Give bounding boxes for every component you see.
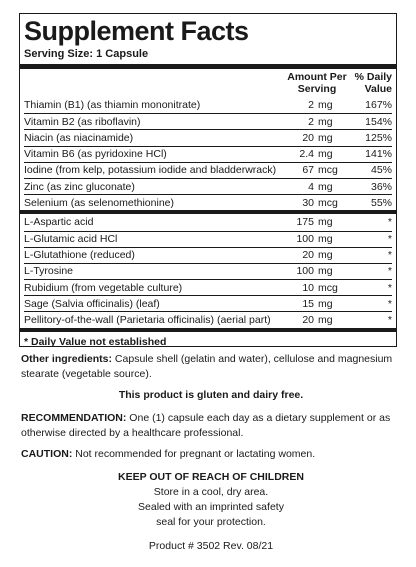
- gluten-free-statement: This product is gluten and dairy free.: [118, 389, 304, 401]
- nutrient-name: L-Tyrosine: [24, 265, 74, 278]
- nutrient-amount: 100: [296, 233, 314, 246]
- nutrient-row: [24, 97, 392, 113]
- caution: [21, 447, 401, 462]
- vitamin-rows: [24, 97, 392, 210]
- nutrient-amount: 10: [302, 281, 314, 294]
- nutrient-amount: 2.4: [299, 148, 314, 161]
- caution-label: CAUTION:: [21, 448, 73, 460]
- nutrient-name: Thiamin (B1) (as thiamin mononitrate): [24, 99, 201, 112]
- nutrient-amount: 20: [302, 131, 314, 144]
- nutrient-amount: 67: [302, 164, 314, 177]
- nutrient-name: Pellitory-of-the-wall (Parietaria officinalis) (aerial part): [24, 314, 271, 327]
- nutrient-amount: 15: [302, 297, 314, 310]
- nutrient-name: L-Glutathione (reduced): [24, 249, 135, 262]
- nutrient-row: [24, 178, 392, 194]
- daily-value-header: % Daily Value: [354, 71, 392, 95]
- recommendation: [21, 411, 401, 441]
- nutrient-row: [24, 247, 392, 263]
- nutrient-daily-value: *: [387, 265, 392, 278]
- nutrient-daily-value: 141%: [365, 148, 392, 161]
- nutrient-unit: mg: [318, 148, 333, 161]
- store-line: Store in a cool, dry area.: [153, 486, 269, 498]
- nutrient-name: Vitamin B2 (as riboflavin): [24, 115, 141, 128]
- store-line: seal for your protection.: [156, 516, 266, 528]
- nutrient-unit: mg: [318, 216, 333, 229]
- nutrient-unit: mcg: [318, 281, 338, 294]
- nutrient-amount: 2: [308, 99, 314, 112]
- nutrient-amount: 175: [296, 216, 314, 229]
- nutrient-unit: mg: [318, 314, 333, 327]
- nutrient-unit: mcg: [318, 164, 338, 177]
- nutrient-daily-value: *: [387, 249, 392, 262]
- nutrient-row: [24, 129, 392, 145]
- supplement-facts-panel: [19, 13, 397, 347]
- serving-size: Serving Size: 1 Capsule: [24, 48, 149, 60]
- nutrient-name: L-Glutamic acid HCl: [24, 233, 118, 246]
- nutrient-row: [24, 263, 392, 279]
- nutrient-unit: mg: [318, 249, 333, 262]
- nutrient-name: Vitamin B6 (as pyridoxine HCl): [24, 148, 167, 161]
- recommendation-text: One (1) capsule each day as a dietary supplement or as otherwise directed by a healthcare professional.: [21, 412, 391, 439]
- nutrient-name: Rubidium (from vegetable culture): [24, 281, 183, 294]
- nutrient-row: [24, 231, 392, 247]
- nutrient-row: [24, 194, 392, 210]
- nutrient-amount: 100: [296, 265, 314, 278]
- keep-out-warning: KEEP OUT OF REACH OF CHILDREN: [118, 471, 304, 483]
- recommendation-label: RECOMMENDATION:: [21, 412, 127, 424]
- other-rows: [24, 214, 392, 327]
- nutrient-daily-value: 45%: [370, 164, 392, 177]
- nutrient-unit: mg: [318, 265, 333, 278]
- nutrient-unit: mg: [318, 99, 333, 112]
- nutrient-daily-value: *: [387, 233, 392, 246]
- caution-text: Not recommended for pregnant or lactating women.: [72, 448, 316, 460]
- nutrient-unit: mg: [318, 115, 333, 128]
- nutrient-daily-value: *: [387, 297, 392, 310]
- nutrient-row: [24, 214, 392, 230]
- nutrient-unit: mg: [318, 180, 333, 193]
- product-number: Product # 3502 Rev. 08/21: [148, 540, 274, 552]
- other-ingredients-label: Other ingredients:: [21, 353, 113, 365]
- column-header: [24, 69, 392, 97]
- nutrient-amount: 4: [308, 180, 314, 193]
- nutrient-amount: 30: [302, 196, 314, 209]
- nutrient-row: [24, 279, 392, 295]
- nutrient-row: [24, 113, 392, 129]
- nutrient-daily-value: *: [387, 216, 392, 229]
- nutrient-daily-value: 55%: [370, 196, 392, 209]
- nutrient-row: [24, 146, 392, 162]
- nutrient-name: L-Aspartic acid: [24, 216, 94, 229]
- nutrient-name: Selenium (as selenomethionine): [24, 196, 174, 209]
- nutrient-amount: 2: [308, 115, 314, 128]
- nutrient-name: Niacin (as niacinamide): [24, 131, 134, 144]
- nutrient-daily-value: *: [387, 314, 392, 327]
- nutrient-unit: mcg: [318, 196, 338, 209]
- amount-header: Amount Per Serving: [287, 71, 347, 95]
- footnote: * Daily Value not established: [24, 335, 167, 348]
- nutrient-name: Iodine (from kelp, potassium iodide and bladderwrack): [24, 164, 277, 177]
- nutrient-daily-value: 154%: [365, 115, 392, 128]
- nutrient-row: [24, 311, 392, 327]
- other-ingredients: [21, 352, 401, 382]
- nutrient-daily-value: 36%: [370, 180, 392, 193]
- nutrient-name: Sage (Salvia officinalis) (leaf): [24, 297, 160, 310]
- nutrient-daily-value: 125%: [365, 131, 392, 144]
- nutrient-row: [24, 295, 392, 311]
- nutrient-unit: mg: [318, 131, 333, 144]
- nutrient-unit: mg: [318, 233, 333, 246]
- nutrient-daily-value: *: [387, 281, 392, 294]
- panel-title: Supplement Facts: [24, 16, 249, 46]
- nutrient-row: [24, 162, 392, 178]
- nutrient-unit: mg: [318, 297, 333, 310]
- nutrient-amount: 20: [302, 314, 314, 327]
- nutrient-daily-value: 167%: [365, 99, 392, 112]
- nutrient-name: Zinc (as zinc gluconate): [24, 180, 135, 193]
- nutrient-amount: 20: [302, 249, 314, 262]
- other-ingredients-text: Capsule shell (gelatin and water), cellulose and magnesium stearate (vegetable source).: [21, 353, 393, 380]
- store-line: Sealed with an imprinted safety: [138, 501, 284, 513]
